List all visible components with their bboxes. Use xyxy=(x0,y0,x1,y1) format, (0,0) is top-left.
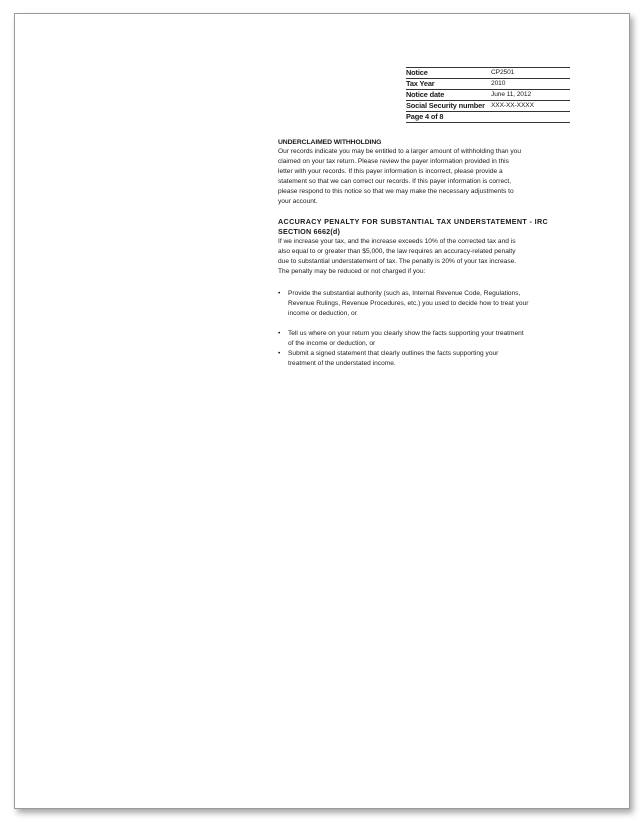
page-number-label: Page 4 of 8 xyxy=(406,112,491,123)
text-line: Our records indicate you may be entitled to a larger amount of withholding than you xyxy=(278,148,522,155)
notice-info-row xyxy=(406,101,570,112)
tax-year-value: 2010 xyxy=(491,79,570,90)
text-line: Revenue Rulings, Revenue Procedures, etc.) you used to decide how to treat your xyxy=(288,300,529,307)
underclaimed-heading: UNDERCLAIMED WITHHOLDING xyxy=(278,139,382,146)
list-item xyxy=(278,349,576,369)
text-line: due to substantial understatement of tax. The penalty is 20% of your tax increase. xyxy=(278,258,517,265)
penalty-conditions-list xyxy=(278,289,576,319)
text-line: letter with your records. If this payer information is incorrect, please provide a xyxy=(278,168,503,175)
document-page xyxy=(14,13,630,809)
text-line: The penalty may be reduced or not charged if you: xyxy=(278,268,426,275)
notice-value: CP2501 xyxy=(491,68,570,79)
accuracy-paragraph xyxy=(278,237,576,277)
accuracy-heading-section: SECTION 6662(d) xyxy=(278,227,341,236)
text-line: Tell us where on your return you clearly show the facts supporting your treatment xyxy=(288,330,524,337)
notice-info-row xyxy=(406,112,570,123)
notice-date-label: Notice date xyxy=(406,90,491,101)
penalty-conditions-list-continued xyxy=(278,329,576,369)
notice-date-value: June 11, 2012 xyxy=(491,90,570,101)
tax-year-label: Tax Year xyxy=(406,79,491,90)
text-line: treatment of the understated income. xyxy=(288,360,396,367)
text-line: statement so that we can correct our records. If this payer information is correct, xyxy=(278,178,512,185)
text-line: claimed on your tax return. Please review the payer information provided in this xyxy=(278,158,509,165)
notice-label: Notice xyxy=(406,68,491,79)
list-item xyxy=(278,289,576,319)
text-line: If we increase your tax, and the increase exceeds 10% of the corrected tax and is xyxy=(278,238,516,245)
text-line: Submit a signed statement that clearly outlines the facts supporting your xyxy=(288,350,499,357)
list-item xyxy=(278,329,576,349)
notice-body xyxy=(278,138,576,369)
accuracy-heading: ACCURACY PENALTY FOR SUBSTANTIAL TAX UNDERSTATEMENT - IRC xyxy=(278,217,549,226)
text-line: Provide the substantial authority (such as, Internal Revenue Code, Regulations, xyxy=(288,290,521,297)
text-line: your account. xyxy=(278,198,318,205)
notice-info-row xyxy=(406,90,570,101)
ssn-label: Social Security number xyxy=(406,101,491,112)
text-line: also equal to or greater than $5,000, the law requires an accuracy-related penalty xyxy=(278,248,516,255)
underclaimed-paragraph xyxy=(278,147,576,207)
text-line: income or deduction, or xyxy=(288,310,357,317)
notice-info-table xyxy=(406,67,570,123)
page-number-value xyxy=(491,112,570,123)
text-line: of the income or deduction, or xyxy=(288,340,376,347)
notice-info-row xyxy=(406,68,570,79)
ssn-value: XXX-XX-XXXX xyxy=(491,101,570,112)
notice-info-row xyxy=(406,79,570,90)
text-line: please respond to this notice so that we may make the necessary adjustments to xyxy=(278,188,514,195)
